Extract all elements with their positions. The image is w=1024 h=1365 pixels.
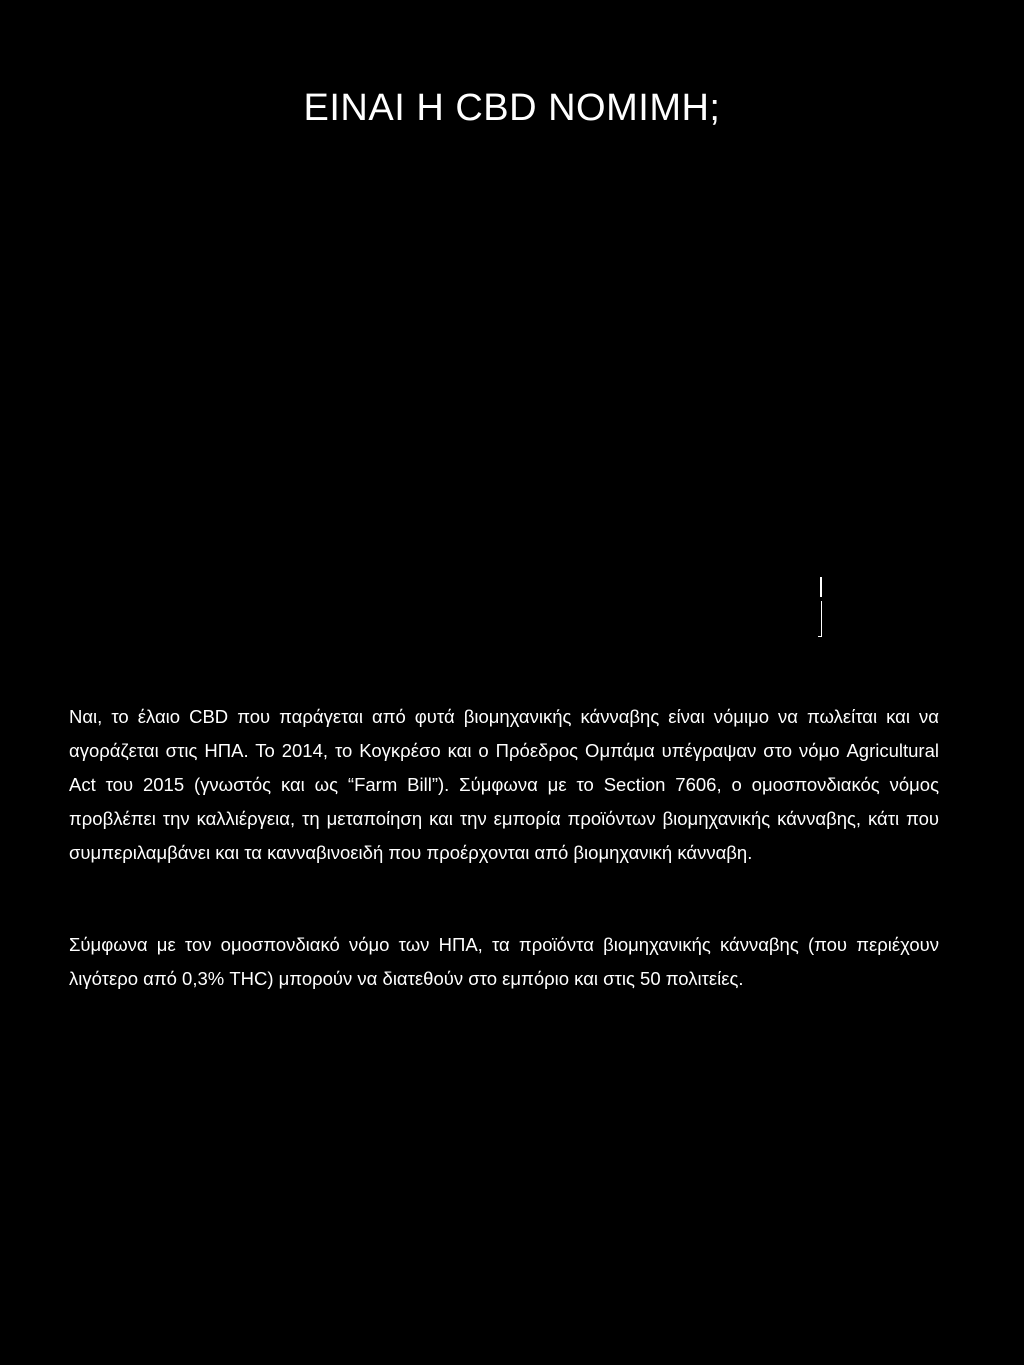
page-title: ΕΙΝΑΙ Η CBD ΝΟΜΙΜΗ; [303, 87, 721, 129]
decorative-bracket-mark [818, 577, 828, 639]
paragraph-federal-law: Σύμφωνα με τον ομοσπονδιακό νόμο των ΗΠΑ, τα προϊόντα βιομηχανικής κάνναβης (που περιέχουν λιγότερο από 0,3% THC) μπορούν να διατεθούν στο εμπόριο και στις 50 πολιτείες. [69, 934, 939, 989]
paragraph-legal-status: Ναι, το έλαιο CBD που παράγεται από φυτά βιομηχανικής κάνναβης είναι νόμιμο να πωλείται και να αγοράζεται στις ΗΠΑ. Το 2014, το Κογκρέσο και ο Πρόεδρος Ομπάμα υπέγραψαν στο νόμο Agricultural Act του 2015 (γνωστός και ως “Farm Bill”). Σύμφωνα με το Section 7606, ο ομοσπονδιακός νόμος προβλέπει την καλλιέργεια, τη μεταποίηση και την εμπορία προϊόντων βιομηχανικής κάνναβης, κάτι που συμπεριλαμβάνει και τα κανναβινοειδή που προέρχονται από βιομηχανική κάνναβη. [69, 706, 939, 863]
